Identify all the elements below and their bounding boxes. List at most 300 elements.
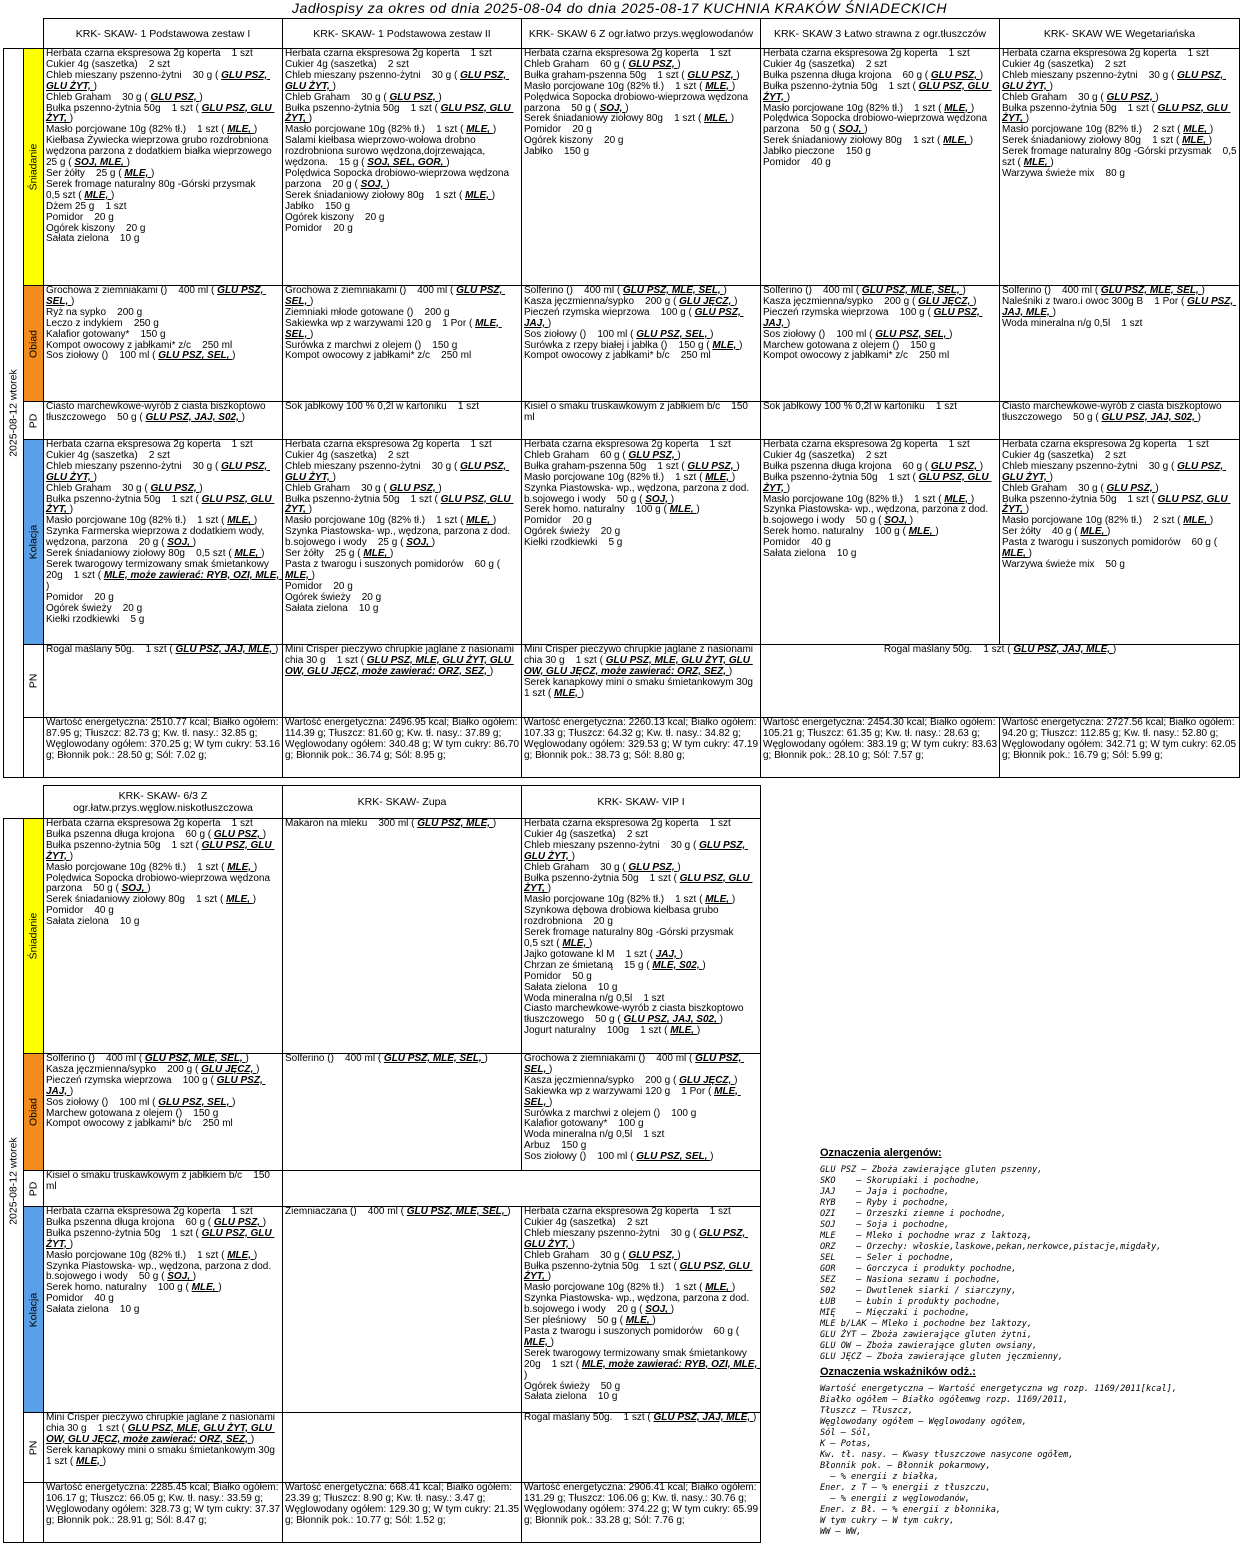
nutrition-cell: Wartość energetyczna: 2727.56 kcal; Białko ogółem: 94.20 g; Tłuszcz: 112.85 g; Kw. tł. nasy.: 52.80 g; Węglowodany ogółem: 342.71 g; W tym cukry: 62.05 g; Błonnik pok.: 16.79 g; Sól: 5.99 g; bbox=[1000, 718, 1240, 778]
menu-item: Kalafior gotowany* 150 g bbox=[46, 328, 166, 340]
diet-header: KRK- SKAW- 6/3 Z ogr.łatw.przys.węglow.niskotłuszczowa bbox=[44, 786, 283, 819]
allergen-codes: SOJ, bbox=[645, 1304, 671, 1316]
menu-item: Salami kiełbasa wieprzowo-wołowa drobno rozdrobniona surowo wędzona,dojrzewająca, wędzona. 15 g ( SOJ, SEL, GOR, ) bbox=[285, 135, 488, 169]
menu-item: Herbata czarna ekspresowa 2g koperta 1 szt bbox=[46, 48, 253, 59]
allergen-codes: GLU JĘCZ, bbox=[201, 1063, 257, 1075]
allergen-codes: GLU PSZ, bbox=[628, 1249, 678, 1261]
menu-item: Kasza jęczmienna/sypko 200 g ( GLU JĘCZ, ) bbox=[46, 1063, 260, 1075]
menu-item: Rogal maślany 50g. 1 szt ( GLU PSZ, JAJ, MLE, ) bbox=[524, 1412, 757, 1423]
menu-item: Serek twarogowy termizowany smak śmietankowy 20g 1 szt ( MLE, może zawierać: RYB, OZI, MLE, ) bbox=[524, 1347, 760, 1381]
allergen-codes: SOJ, bbox=[645, 493, 671, 505]
menu-item: Warzywa świeże mix 50 g bbox=[1002, 558, 1125, 570]
menu-item: Polędwica Sopocka drobiowo-wieprzowa wędzona parzona 50 g ( SOJ, ) bbox=[524, 91, 751, 114]
menu-item: Solferino () 400 ml ( GLU PSZ, MLE, SEL, ) bbox=[763, 285, 966, 296]
menu-item: Chleb Graham 30 g ( GLU PSZ, ) bbox=[1002, 91, 1159, 103]
menu-item: Bułka pszenno-żytnia 50g 1 szt ( GLU PSZ, GLU ŻYT, ) bbox=[1002, 102, 1231, 125]
corner bbox=[4, 786, 44, 819]
diet-header: KRK- SKAW- VIP I bbox=[522, 786, 761, 819]
meal-label-pd: PD bbox=[24, 1171, 44, 1207]
menu-item: Serek twarogowy termizowany smak śmietankowy 20g 1 szt ( MLE, może zawierać: RYB, OZI, MLE, ) bbox=[46, 558, 282, 592]
allergen-codes: GLU PSZ, SEL, bbox=[46, 285, 267, 307]
menu-item: Rogal maślany 50g. 1 szt ( GLU PSZ, JAJ, MLE, ) bbox=[883, 644, 1117, 655]
allergen-codes: MLE, bbox=[1080, 526, 1108, 538]
menu-item: Polędwica Sopocka drobiowo-wieprzowa wędzona parzona 50 g ( SOJ, ) bbox=[46, 872, 273, 895]
allergen-codes: GLU PSZ, MLE, SEL, bbox=[144, 1053, 246, 1064]
legend bbox=[820, 1147, 1235, 1538]
menu-item: Kiełki rzodkiewki 5 g bbox=[46, 613, 145, 625]
menu-item: Cukier 4g (saszetka) 2 szt bbox=[763, 58, 887, 70]
menu-item: Pomidor 50 g bbox=[524, 970, 592, 982]
menu-item: Masło porcjowane 10g (82% tł.) 1 szt ( MLE, ) bbox=[524, 894, 736, 906]
allergen-codes: GLU PSZ, GLU ŻYT, bbox=[524, 872, 753, 895]
menu-item: Herbata czarna ekspresowa 2g koperta 1 szt bbox=[46, 1206, 253, 1217]
menu-item: Bułka pszenno-żytnia 50g 1 szt ( GLU PSZ, GLU ŻYT, ) bbox=[524, 1260, 753, 1283]
menu-item: Ogórek kiszony 20 g bbox=[524, 135, 624, 147]
menu-cell bbox=[44, 49, 283, 286]
menu-cell bbox=[522, 440, 761, 645]
allergen-codes: SOJ, bbox=[599, 102, 626, 114]
allergen-codes: GLU PSZ, GLU ŻYT, bbox=[46, 460, 270, 483]
menu-item: Kompot owocowy z jabłkami* z/c 250 ml bbox=[763, 350, 950, 362]
menu-item: Ziemniaczana () 400 ml ( GLU PSZ, MLE, SEL, ) bbox=[285, 1206, 511, 1217]
menu-item: Serek śniadaniowy ziołowy 80g 1 szt ( MLE, ) bbox=[285, 189, 496, 201]
menu-item: Ciasto marchewkowe-wyrób z ciasta biszkoptowo tłuszczowego 50 g ( GLU PSZ, JAJ, S02, ) bbox=[46, 401, 269, 423]
menu-item: Serek kanapkowy mini o smaku śmietankowym 30g 1 szt ( MLE, ) bbox=[46, 1444, 287, 1467]
menu-cell bbox=[44, 645, 283, 718]
menu-item: Ciasto marchewkowe-wyrób z ciasta biszkoptowo tłuszczowego 50 g ( GLU PSZ, JAJ, S02, ) bbox=[1002, 401, 1225, 423]
meal-label-lunch: Obiad bbox=[24, 286, 44, 402]
menu-item: Mini Crisper pieczywo chrupkie jaglane z nasionami chia 30 g 1 szt ( GLU PSZ, MLE, GLU ŻYT, GLU OW, GLU JĘCZ, może zawierać: ORZ, SEZ, ) bbox=[46, 1412, 278, 1445]
menu-cell bbox=[283, 286, 522, 402]
menu-cell bbox=[283, 402, 522, 440]
allergen-codes: GLU PSZ, GLU ŻYT, bbox=[1002, 460, 1226, 483]
allergen-codes: MLE, bbox=[466, 515, 493, 527]
menu-item: Chleb mieszany pszenno-żytni 30 g ( GLU PSZ, GLU ŻYT, ) bbox=[46, 460, 270, 483]
menu-item: Chleb Graham 30 g ( GLU PSZ, ) bbox=[524, 1249, 681, 1261]
menu-item: Kiełki rzodkiewki 5 g bbox=[524, 537, 623, 549]
menu-item: Jabłko 150 g bbox=[285, 200, 351, 212]
menu-item: Serek fromage naturalny 80g -Górski przysmak 0,5 szt ( MLE, ) bbox=[1002, 146, 1240, 169]
menu-item: Herbata czarna ekspresowa 2g koperta 1 szt bbox=[763, 48, 970, 59]
menu-item: Bułka pszenno-żytnia 50g 1 szt ( GLU PSZ, GLU ŻYT, ) bbox=[1002, 493, 1231, 516]
allergen-codes: MLE, może zawierać: RYB, OZI, MLE, bbox=[103, 569, 282, 581]
menu-item: Sos ziołowy () 100 ml ( GLU PSZ, SEL, ) bbox=[46, 350, 236, 362]
menu-item: Chleb Graham 30 g ( GLU PSZ, ) bbox=[46, 91, 203, 103]
allergen-codes: GLU PSZ, GLU ŻYT, bbox=[1002, 102, 1231, 125]
allergen-codes: GLU PSZ, GLU ŻYT, bbox=[763, 80, 992, 103]
menu-cell bbox=[1000, 286, 1240, 402]
nutrition-cell: Wartość energetyczna: 2285.45 kcal; Białko ogółem: 106.17 g; Tłuszcz: 66.05 g; Kw. tł. nasy.: 33.59 g; Węglowodany ogółem: 328.73 g; W tym cukry: 37.37 g; Błonnik pok.: 28.91 g; Sól: 8.47 g; bbox=[44, 1483, 283, 1543]
meal-label-breakfast: Śniadanie bbox=[24, 49, 44, 286]
menu-item: Chleb mieszany pszenno-żytni 30 g ( GLU PSZ, GLU ŻYT, ) bbox=[285, 69, 509, 92]
menu-item: Serek śniadaniowy ziołowy 80g 1 szt ( MLE, ) bbox=[46, 894, 257, 906]
menu-cell bbox=[522, 286, 761, 402]
menu-item: Cukier 4g (saszetka) 2 szt bbox=[285, 449, 409, 461]
allergen-codes: GLU PSZ, bbox=[389, 91, 439, 103]
menu-item: Warzywa świeże mix 80 g bbox=[1002, 167, 1125, 179]
menu-item: Ogórek kiszony 20 g bbox=[46, 222, 146, 234]
menu-item: Polędwica Sopocka drobiowo-wieprzowa wędzona parzona 20 g ( SOJ, ) bbox=[285, 167, 512, 190]
menu-cell bbox=[761, 49, 1000, 286]
menu-item: Kompot owocowy z jabłkami* z/c 250 ml bbox=[285, 350, 472, 362]
menu-cell bbox=[283, 440, 522, 645]
menu-item: Serek homo. naturalny 100 g ( MLE, ) bbox=[46, 1282, 222, 1294]
menu-cell bbox=[522, 819, 761, 1054]
allergen-codes: GLU PSZ, GLU ŻYT, bbox=[285, 102, 514, 125]
allergen-codes: GLU PSZ, GLU ŻYT, bbox=[46, 1227, 275, 1250]
allergen-codes: SOJ, bbox=[838, 124, 865, 136]
menu-item: Pieczeń rzymska wieprzowa 100 g ( GLU PSZ, JAJ, ) bbox=[763, 306, 983, 329]
menu-item: Pomidor 20 g bbox=[524, 124, 592, 136]
menu-item: Pomidor 20 g bbox=[46, 211, 114, 223]
menu-item: Masło porcjowane 10g (82% tł.) 2 szt ( MLE, ) bbox=[1002, 515, 1214, 527]
menu-item: Woda mineralna n/g 0,5l 1 szt bbox=[524, 1129, 665, 1141]
menu-item: Masło porcjowane 10g (82% tł.) 1 szt ( MLE, ) bbox=[524, 471, 736, 483]
menu-cell bbox=[283, 1413, 522, 1483]
menu-item: Masło porcjowane 10g (82% tł.) 1 szt ( MLE, ) bbox=[46, 861, 258, 873]
allergen-codes: MLE, S02, bbox=[652, 959, 703, 971]
menu-item: Ser żółty 25 g ( MLE, ) bbox=[285, 548, 394, 560]
meal-label-supper: Kolacja bbox=[24, 1207, 44, 1413]
allergen-codes: GLU PSZ, MLE, SEL, bbox=[383, 1053, 485, 1064]
allergen-codes: GLU JĘCZ, bbox=[918, 295, 974, 307]
allergen-codes: MLE, bbox=[705, 1282, 732, 1294]
nutrition-cell: Wartość energetyczna: 2454.30 kcal; Białko ogółem: 105.21 g; Tłuszcz: 61.35 g; Kw. tł. nasy.: 28.63 g; Węglowodany ogółem: 383.19 g; W tym cukry: 83.63 g; Błonnik pok.: 28.10 g; Sól: 7.57 g; bbox=[761, 718, 1000, 778]
menu-item: Szynka Piastowska- wp., wędzona, parzona z dod. b.sojowego i wody 50 g ( SOJ, ) bbox=[524, 482, 752, 505]
menu-item: Serek śniadaniowy ziołowy 80g 1 szt ( MLE, ) bbox=[524, 113, 735, 125]
menu-item: Cukier 4g (saszetka) 2 szt bbox=[1002, 58, 1126, 70]
menu-item: Sałata zielona 10 g bbox=[524, 981, 618, 993]
menu-item: Masło porcjowane 10g (82% tł.) 1 szt ( MLE, ) bbox=[763, 102, 975, 114]
menu-item: Ziemniaki młode gotowane () 200 g bbox=[285, 306, 450, 318]
menu-item: Ogórek świeży 50 g bbox=[524, 1380, 621, 1392]
allergen-codes: MLE, bbox=[124, 167, 152, 179]
menu-item: Mini Crisper pieczywo chrupkie jaglane z nasionami chia 30 g 1 szt ( GLU PSZ, MLE, GLU ŻYT, GLU OW, GLU JĘCZ, może zawierać: ORZ, SEZ, ) bbox=[285, 644, 517, 677]
menu-item: Jogurt naturalny 100g 1 szt ( MLE, ) bbox=[524, 1025, 701, 1037]
menu-cell bbox=[44, 819, 283, 1054]
menu-item: Herbata czarna ekspresowa 2g koperta 1 szt bbox=[285, 439, 492, 450]
menu-table-1 bbox=[3, 18, 1240, 778]
menu-item: Ogórek świeży 20 g bbox=[46, 602, 143, 614]
allergen-codes: MLE, bbox=[704, 113, 731, 125]
menu-item: Serek śniadaniowy ziołowy 80g 0,5 szt ( MLE, ) bbox=[46, 548, 265, 560]
menu-cell bbox=[522, 1054, 761, 1171]
allergen-codes: GLU PSZ, JAJ, MLE, bbox=[1013, 644, 1113, 655]
nutrition-cell: Wartość energetyczna: 668.41 kcal; Białko ogółem: 23.39 g; Tłuszcz: 8.90 g; Kw. tł. nasy.: 3.47 g; Węglowodany ogółem: 129.30 g; W tym cukry: 21.35 g; Błonnik pok.: 10.77 g; Sól: 1.52 g; bbox=[283, 1483, 522, 1543]
allergen-codes: GLU PSZ, JAJ, S02, bbox=[623, 1014, 720, 1026]
menu-item: Surówka z rzepy białej i jabłka () 150 g ( MLE, ) bbox=[524, 339, 743, 351]
allergen-codes: GLU PSZ, GLU ŻYT, bbox=[285, 460, 509, 483]
menu-table-2 bbox=[3, 785, 761, 1543]
menu-item: Chleb mieszany pszenno-żytni 30 g ( GLU PSZ, GLU ŻYT, ) bbox=[524, 839, 748, 862]
allergen-codes: GLU PSZ, GLU ŻYT, bbox=[46, 69, 270, 92]
menu-item: Herbata czarna ekspresowa 2g koperta 1 szt bbox=[763, 439, 970, 450]
menu-item: Pomidor 40 g bbox=[46, 1293, 114, 1305]
menu-cell bbox=[1000, 49, 1240, 286]
menu-item: Kompot owocowy z jabłkami* b/c 250 ml bbox=[46, 1118, 233, 1130]
menu-cell bbox=[44, 1412, 287, 1483]
menu-cell bbox=[44, 286, 283, 402]
menu-item: Ryż na sypko 200 g bbox=[46, 306, 143, 318]
allergen-codes: MLE, bbox=[466, 124, 493, 136]
nutrition-cell: Wartość energetyczna: 2260.13 kcal; Białko ogółem: 107.33 g; Tłuszcz: 64.32 g; Kw. tł. nasy.: 34.82 g; Węglowodany ogółem: 329.53 g; W tym cukry: 47.19 g; Błonnik pok.: 38.73 g; Sól: 8.80 g; bbox=[522, 718, 761, 778]
menu-item: Kompot owocowy z jabłkami* b/c 250 ml bbox=[524, 350, 711, 362]
allergen-codes: GLU PSZ, bbox=[389, 482, 439, 494]
menu-item: Sakiewka wp z warzywami 120 g 1 Por ( MLE, SEL, ) bbox=[285, 317, 502, 340]
menu-cell bbox=[761, 402, 1000, 440]
allergen-codes: GLU PSZ, bbox=[628, 58, 678, 70]
menu-cell bbox=[283, 645, 522, 718]
menu-item: Serek fromage naturalny 80g -Górski przysmak 0,5 szt ( MLE, ) bbox=[46, 178, 267, 201]
menu-item: Serek śniadaniowy ziołowy 80g 1 szt ( MLE, ) bbox=[763, 135, 974, 147]
menu-cell bbox=[522, 402, 761, 440]
menu-item: Kalafior gotowany* 100 g bbox=[524, 1118, 644, 1130]
menu-item: Chleb mieszany pszenno-żytni 30 g ( GLU PSZ, GLU ŻYT, ) bbox=[1002, 69, 1226, 92]
menu-item: Cukier 4g (saszetka) 2 szt bbox=[285, 58, 409, 70]
nutrition-cell: Wartość energetyczna: 2510.77 kcal; Białko ogółem: 87.95 g; Tłuszcz: 82.73 g; Kw. tł. nasy.: 32.85 g; Węglowodany ogółem: 370.25 g; W tym cukry: 53.16 g; Błonnik pok.: 28.50 g; Sól: 7.02 g; bbox=[44, 718, 283, 778]
menu-cell bbox=[1000, 440, 1240, 645]
menu-item: Masło porcjowane 10g (82% tł.) 2 szt ( MLE, ) bbox=[1002, 124, 1214, 136]
menu-item: Chleb mieszany pszenno-żytni 30 g ( GLU PSZ, GLU ŻYT, ) bbox=[1002, 460, 1226, 483]
allergen-codes: GLU PSZ, bbox=[628, 449, 678, 461]
allergen-codes: GLU PSZ, MLE, SEL, bbox=[406, 1206, 508, 1217]
menu-item: Szynka Piastowska- wp., wędzona, parzona z dod. b.sojowego i wody 20 g ( SOJ, ) bbox=[524, 1293, 752, 1316]
allergen-codes: MLE, bbox=[84, 189, 112, 201]
menu-item: Sok jabłkowy 100 % 0,2l w kartoniku 1 szt bbox=[285, 401, 479, 412]
allergen-codes: MLE, bbox=[1182, 135, 1209, 147]
menu-item: Chrzan ze śmietaną 15 g ( MLE, S02, ) bbox=[524, 959, 706, 971]
allergen-codes: GLU JĘCZ, bbox=[679, 295, 735, 307]
allergen-codes: MLE, bbox=[227, 1249, 254, 1261]
menu-item: Chleb Graham 60 g ( GLU PSZ, ) bbox=[524, 58, 681, 70]
menu-item: Pomidor 20 g bbox=[285, 222, 353, 234]
menu-item: Herbata czarna ekspresowa 2g koperta 1 szt bbox=[1002, 439, 1209, 450]
menu-item: Masło porcjowane 10g (82% tł.) 1 szt ( MLE, ) bbox=[285, 124, 497, 136]
menu-item: Kisiel o smaku truskawkowym z jabłkiem b/c 150 ml bbox=[524, 401, 751, 423]
allergen-codes: MLE, bbox=[191, 1282, 219, 1294]
menu-item: Bułka pszenno-żytnia 50g 1 szt ( GLU PSZ, GLU ŻYT, ) bbox=[46, 493, 275, 516]
allergen-codes: GLU PSZ, JAJ, MLE, bbox=[653, 1412, 753, 1423]
indicators-list: Wartość energetyczna – Wartość energetyczna wg rozp. 1169/2011[kcal], Białko ogółem – Białko ogółemwg rozp. 1169/2011, Tłuszcz – Tłuszcz, Węglowodany ogółem – Węglowodany ogółem, Sól – Sól, K – Potas, Kw. tł. nasy. – Kwasy tłuszczowe nasycone ogółem, Błonnik pok. – Błonnik pokarmowy, – % energii z białka, Ener. z T – % energii z tłuszczu, – % energii z węglowodanów, Ener. z Bł. – % energii z błonnika, W tym cukry – W tym cukry, WW – WW, bbox=[820, 1384, 1177, 1537]
menu-item: Bułka pszenna długa krojona 60 g ( GLU PSZ, ) bbox=[763, 460, 984, 472]
menu-item: Jabłko 150 g bbox=[524, 146, 590, 158]
allergen-codes: MLE, SEL, bbox=[285, 317, 502, 340]
menu-item: Pasta z twarogu i suszonych pomidorów 60 g ( MLE, ) bbox=[1002, 537, 1220, 560]
menu-item: Cukier 4g (saszetka) 2 szt bbox=[524, 1216, 648, 1228]
meal-label-pd: PD bbox=[24, 402, 44, 440]
allergen-codes: GLU PSZ, bbox=[687, 69, 737, 81]
menu-item: Ogórek świeży 20 g bbox=[524, 526, 621, 538]
menu-item: Dżem 25 g 1 szt bbox=[46, 200, 127, 212]
allergen-codes: GLU PSZ, bbox=[213, 828, 263, 840]
allergen-codes: GLU PSZ, JAJ, bbox=[46, 1074, 266, 1097]
menu-item: Solferino () 400 ml ( GLU PSZ, MLE, SEL, ) bbox=[46, 1053, 249, 1064]
menu-item: Masło porcjowane 10g (82% tł.) 1 szt ( MLE, ) bbox=[763, 493, 975, 505]
menu-item: Chleb Graham 30 g ( GLU PSZ, ) bbox=[285, 91, 442, 103]
page-title: Jadłospisy za okres od dnia 2025-08-04 do dnia 2025-08-17 KUCHNIA KRAKÓW ŚNIADECKICH bbox=[291, 0, 948, 16]
allergen-codes: MLE, bbox=[625, 1315, 653, 1327]
allergens-title: Oznaczenia alergenów: bbox=[820, 1147, 942, 1159]
menu-item: Pieczeń rzymska wieprzowa 100 g ( GLU PSZ, JAJ, ) bbox=[524, 306, 744, 329]
menu-item: Cukier 4g (saszetka) 2 szt bbox=[524, 828, 648, 840]
menu-item: Arbuz 150 g bbox=[524, 1140, 587, 1152]
menu-item: Szynka Piastowska- wp., wędzona, parzona z dod. b.sojowego i wody 50 g ( SOJ, ) bbox=[46, 1260, 274, 1283]
menu-item: Kasza jęczmienna/sypko 200 g ( GLU JĘCZ, ) bbox=[524, 295, 738, 307]
menu-item: Serek homo. naturalny 100 g ( MLE, ) bbox=[524, 504, 700, 516]
menu-item: Masło porcjowane 10g (82% tł.) 1 szt ( MLE, ) bbox=[524, 80, 736, 92]
menu-item: Sakiewka wp z warzywami 120 g 1 Por ( MLE, SEL, ) bbox=[524, 1085, 741, 1108]
menu-item: Sałata zielona 10 g bbox=[763, 548, 857, 560]
diet-header: KRK- SKAW WE Wegetariańska bbox=[1000, 19, 1240, 49]
menu-item: Kiełbasa Żywiecka wieprzowa grubo rozdrobniona wędzona parzona z dodatkiem białka wieprzowego 25 g ( SOJ, MLE, ) bbox=[46, 135, 283, 169]
menu-item: Bułka pszenna długa krojona 60 g ( GLU PSZ, ) bbox=[46, 828, 267, 840]
diet-header: KRK- SKAW- Zupa bbox=[283, 786, 522, 819]
menu-item: Bułka pszenno-żytnia 50g 1 szt ( GLU PSZ, GLU ŻYT, ) bbox=[46, 1227, 275, 1250]
diet-header: KRK- SKAW- 1 Podstawowa zestaw I bbox=[44, 19, 283, 49]
allergen-codes: GLU PSZ, GLU ŻYT, bbox=[763, 471, 992, 494]
menu-item: Chleb Graham 30 g ( GLU PSZ, ) bbox=[524, 861, 681, 873]
menu-item: Sałata zielona 10 g bbox=[46, 233, 140, 245]
allergen-codes: MLE, bbox=[363, 548, 391, 560]
allergen-codes: MLE, bbox=[227, 515, 254, 527]
menu-item: Serek śniadaniowy ziołowy 80g 1 szt ( MLE, ) bbox=[1002, 135, 1213, 147]
allergens-list: GLU PSZ – Zboża zawierające gluten pszenny, SKO – Skorupiaki i pochodne, JAJ – Jaja i pochodne, RYB – Ryby i pochodne, OZI – Orzeszki ziemne i pochodne, SOJ – Soja i pochodne, MLE – Mleko i pochodne wraz z laktozą, ORZ – Orzechy: włoskie,laskowe,pekan,nerkowce,pistacje,migdały, SEL – Seler i pochodne, GOR – Gorczyca i produkty pochodne, SEZ – Nasiona sezamu i pochodne, S02 – Dwutlenek siarki / siarczyny, ŁUB – Łubin i produkty pochodne, MIĘ – Mięczaki i pochodne, MLE b/LAK – Mleko i pochodne bez laktozy, GLU ŻYT – Zboża zawierające gluten żytni, GLU OW – Zboża zawierające gluten owsiany, GLU JĘCZ – Zboża zawierające gluten jęczmienny, bbox=[820, 1165, 1162, 1362]
allergen-codes: MLE, bbox=[227, 124, 254, 136]
allergen-codes: GLU JĘCZ, bbox=[679, 1074, 735, 1086]
allergen-codes: GLU PSZ, GLU ŻYT, bbox=[1002, 69, 1226, 92]
menu-item: Chleb Graham 30 g ( GLU PSZ, ) bbox=[1002, 482, 1159, 494]
allergen-codes: JAJ, bbox=[655, 948, 680, 960]
allergen-codes: SOJ, bbox=[167, 537, 193, 549]
menu-item: Rogal maślany 50g. 1 szt ( GLU PSZ, JAJ, MLE, ) bbox=[46, 644, 279, 655]
allergen-codes: MLE, bbox=[705, 80, 732, 92]
menu-item: Kompot owocowy z jabłkami* z/c 250 ml bbox=[46, 339, 233, 351]
menu-item: Szynka Piastowska- wp., wędzona, parzona z dod. b.sojowego i wody 50 g ( SOJ, ) bbox=[763, 504, 991, 527]
menu-item: Marchew gotowana z olejem () 150 g bbox=[763, 339, 936, 351]
menu-item: Herbata czarna ekspresowa 2g koperta 1 szt bbox=[524, 818, 731, 829]
date-label: 2025-08-12 wtorek bbox=[4, 49, 24, 778]
meal-label-lunch: Obiad bbox=[24, 1054, 44, 1171]
menu-item: Herbata czarna ekspresowa 2g koperta 1 szt bbox=[46, 818, 253, 829]
allergen-codes: MLE, bbox=[76, 1455, 103, 1467]
menu-item: Serek fromage naturalny 80g -Górski przysmak 0,5 szt ( MLE, ) bbox=[524, 927, 745, 949]
menu-item: Sos ziołowy () 100 ml ( GLU PSZ, SEL, ) bbox=[524, 328, 714, 340]
menu-item: Bułka pszenno-żytnia 50g 1 szt ( GLU PSZ, GLU ŻYT, ) bbox=[46, 839, 275, 862]
menu-cell bbox=[522, 49, 761, 286]
menu-item: Masło porcjowane 10g (82% tł.) 1 szt ( MLE, ) bbox=[285, 515, 497, 527]
allergen-codes: SOJ, bbox=[884, 515, 910, 527]
meal-label-pn: PN bbox=[24, 1413, 44, 1483]
menu-item: Ser żółty 25 g ( MLE, ) bbox=[46, 167, 155, 179]
allergen-codes: GLU PSZ, SEL, bbox=[524, 1053, 745, 1075]
menu-item: Marchew gotowana z olejem () 150 g bbox=[46, 1107, 219, 1119]
allergen-codes: GLU PSZ, GLU ŻYT, bbox=[46, 493, 275, 516]
menu-item: Chleb Graham 30 g ( GLU PSZ, ) bbox=[285, 482, 442, 494]
allergen-codes: GLU PSZ, SEL, bbox=[285, 285, 506, 307]
menu-item: Chleb mieszany pszenno-żytni 30 g ( GLU PSZ, GLU ŻYT, ) bbox=[524, 1227, 748, 1250]
menu-item: Bułka pszenno-żytnia 50g 1 szt ( GLU PSZ, GLU ŻYT, ) bbox=[285, 102, 514, 125]
menu-item: Bułka pszenno-żytnia 50g 1 szt ( GLU PSZ, GLU ŻYT, ) bbox=[285, 493, 514, 516]
allergen-codes: MLE, bbox=[226, 894, 253, 906]
allergen-codes: SOJ, bbox=[167, 1271, 193, 1283]
menu-cell bbox=[283, 49, 522, 286]
allergen-codes: MLE, bbox=[285, 569, 312, 581]
menu-item: Pasta z twarogu i suszonych pomidorów 60 g ( MLE, ) bbox=[285, 558, 503, 581]
allergen-codes: GLU PSZ, bbox=[1106, 91, 1156, 103]
menu-item: Bułka pszenna długa krojona 60 g ( GLU PSZ, ) bbox=[46, 1216, 267, 1228]
menu-item: Solferino () 400 ml ( GLU PSZ, MLE, SEL, ) bbox=[1002, 285, 1205, 296]
allergen-codes: GLU PSZ, JAJ, S02, bbox=[145, 411, 242, 423]
menu-cell bbox=[283, 1207, 522, 1413]
diet-header: KRK- SKAW 6 Z ogr.łatwo przys.węglowodanów bbox=[522, 19, 761, 49]
allergen-codes: GLU PSZ, bbox=[213, 1216, 263, 1228]
allergen-codes: MLE, bbox=[943, 135, 970, 147]
allergen-codes: MLE, bbox=[554, 687, 581, 699]
menu-item: Herbata czarna ekspresowa 2g koperta 1 szt bbox=[524, 439, 731, 450]
allergen-codes: GLU PSZ, bbox=[628, 861, 678, 873]
menu-cell bbox=[522, 644, 765, 718]
menu-item: Serek kanapkowy mini o smaku śmietankowym 30g 1 szt ( MLE, ) bbox=[524, 676, 765, 699]
meal-label-empty bbox=[24, 718, 44, 778]
allergen-codes: GLU PSZ, SEL, bbox=[158, 1096, 233, 1108]
allergen-codes: MLE, bbox=[670, 1025, 697, 1037]
allergen-codes: SOJ, MLE, bbox=[74, 157, 127, 169]
menu-cell bbox=[44, 1207, 283, 1413]
menu-item: Polędwica Sopocka drobiowo-wieprzowa wędzona parzona 50 g ( SOJ, ) bbox=[763, 113, 990, 136]
allergen-codes: MLE, bbox=[562, 937, 590, 949]
allergen-codes: MLE, SEL, bbox=[524, 1085, 741, 1108]
meal-label-pn: PN bbox=[24, 645, 44, 718]
menu-item: Mini Crisper pieczywo chrupkie jaglane z nasionami chia 30 g 1 szt ( GLU PSZ, MLE, GLU ŻYT, GLU OW, GLU JĘCZ, może zawierać: ORZ, SEZ, ) bbox=[524, 644, 756, 677]
menu-item: Grochowa z ziemniakami () 400 ml ( GLU PSZ, SEL, ) bbox=[46, 285, 267, 307]
menu-item: Sałata zielona 10 g bbox=[524, 1391, 618, 1403]
menu-item: Masło porcjowane 10g (82% tł.) 1 szt ( MLE, ) bbox=[46, 124, 258, 136]
allergen-codes: GLU PSZ, JAJ, bbox=[524, 306, 744, 329]
menu-cell bbox=[761, 645, 1240, 718]
allergen-codes: MLE, bbox=[908, 526, 936, 538]
menu-cell bbox=[522, 1207, 761, 1413]
menu-item: Pomidor 40 g bbox=[763, 157, 831, 169]
menu-item: Jajko gotowane kl M 1 szt ( JAJ, ) bbox=[524, 948, 683, 960]
menu-item: Bułka pszenno-żytnia 50g 1 szt ( GLU PSZ, GLU ŻYT, ) bbox=[763, 80, 992, 103]
menu-cell bbox=[44, 402, 283, 440]
menu-item: Bułka graham-pszenna 50g 1 szt ( GLU PSZ, ) bbox=[524, 69, 740, 81]
allergen-codes: GLU PSZ, MLE, SEL, bbox=[861, 285, 963, 296]
menu-item: Sałata zielona 10 g bbox=[46, 916, 140, 928]
menu-item: Sos ziołowy () 100 ml ( GLU PSZ, SEL, ) bbox=[524, 1151, 714, 1163]
allergen-codes: MLE, bbox=[1183, 515, 1210, 527]
allergen-codes: GLU PSZ, MLE, GLU ŻYT, GLU OW, GLU JĘCZ, może zawierać: ORZ, SEZ, bbox=[46, 1422, 275, 1445]
nutrition-cell: Wartość energetyczna: 2906.41 kcal; Białko ogółem: 131.29 g; Tłuszcz: 106.06 g; Kw. tł. nasy.: 30.76 g; Węglowodany ogółem: 374.22 g; W tym cukry: 65.99 g; Błonnik pok.: 33.28 g; Sól: 7.76 g; bbox=[522, 1483, 761, 1543]
allergen-codes: MLE, może zawierać: RYB, OZI, MLE, bbox=[581, 1358, 760, 1370]
indicators-title: Oznaczenia wskaźników odż.: bbox=[820, 1366, 976, 1378]
menu-item: Cukier 4g (saszetka) 2 szt bbox=[763, 449, 887, 461]
allergen-codes: GLU PSZ, bbox=[150, 482, 200, 494]
menu-item: Leczo z indykiem 250 g bbox=[46, 317, 159, 329]
allergen-codes: GLU PSZ, bbox=[930, 69, 980, 81]
menu-item: Sałata zielona 10 g bbox=[285, 602, 379, 614]
allergen-codes: SOJ, bbox=[121, 883, 148, 895]
menu-item: Chleb Graham 30 g ( GLU PSZ, ) bbox=[46, 482, 203, 494]
allergen-codes: GLU PSZ, MLE, GLU ŻYT, GLU OW, GLU JĘCZ, może zawierać: ORZ, SEZ, bbox=[524, 654, 753, 677]
menu-cell bbox=[761, 286, 1000, 402]
allergen-codes: MLE, bbox=[712, 339, 740, 351]
menu-item: Cukier 4g (saszetka) 2 szt bbox=[46, 449, 170, 461]
menu-item: Sok jabłkowy 100 % 0,2l w kartoniku 1 szt bbox=[763, 401, 957, 412]
menu-item: Pomidor 20 g bbox=[285, 580, 353, 592]
menu-item: Cukier 4g (saszetka) 2 szt bbox=[1002, 449, 1126, 461]
menu-cell bbox=[1000, 402, 1240, 440]
